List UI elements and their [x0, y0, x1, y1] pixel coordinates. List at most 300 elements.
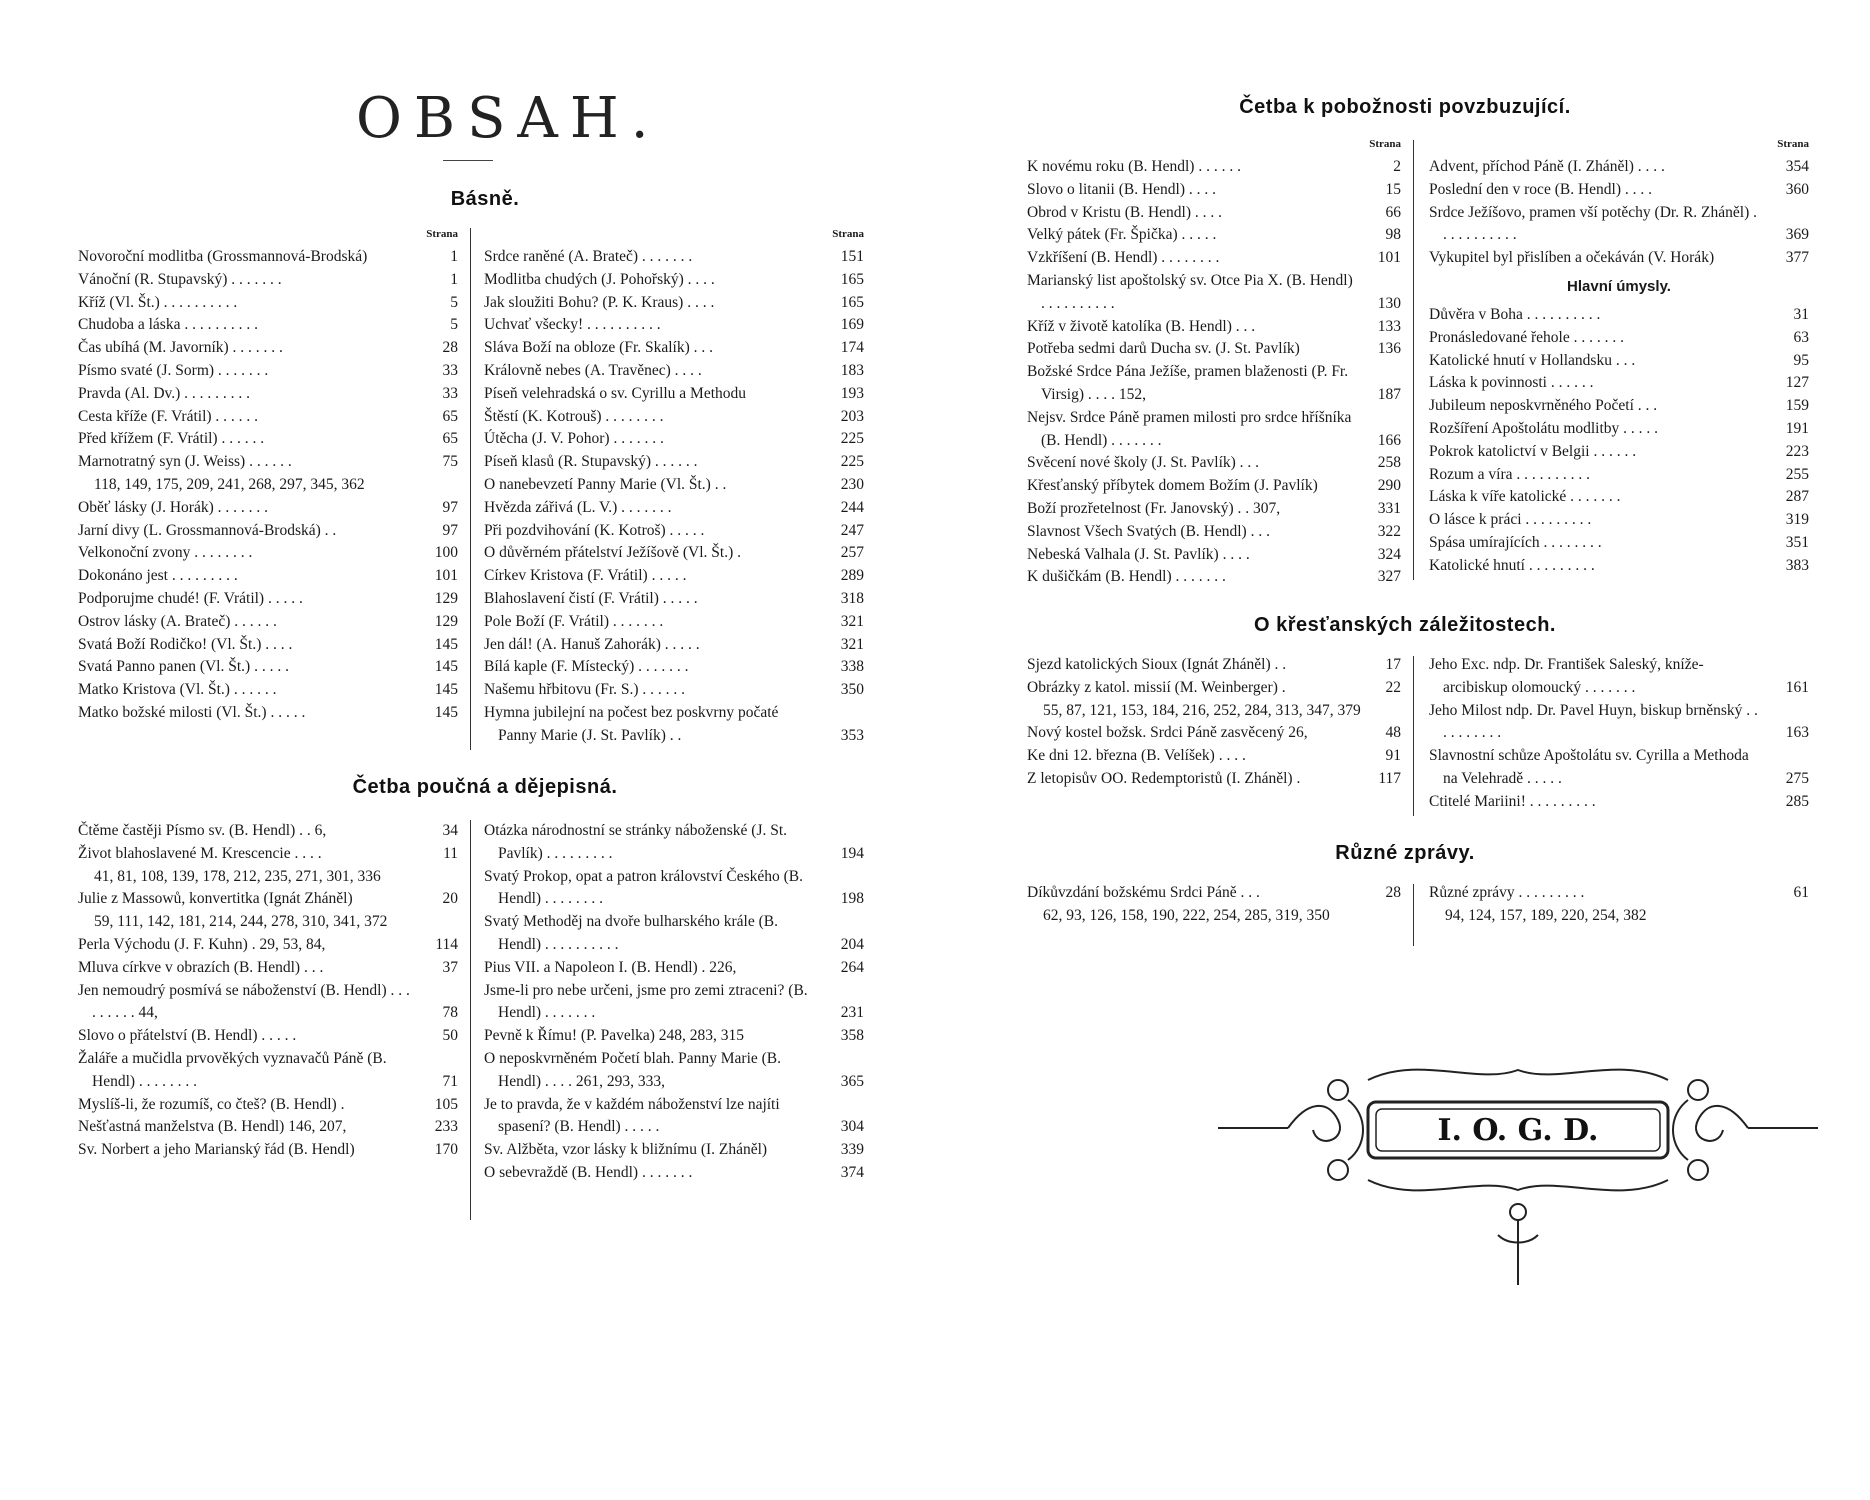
toc-entry-title: Vzkříšení (B. Hendl) . . . . . . . . [1027, 249, 1220, 267]
column-divider [1413, 884, 1414, 946]
strana-label: Strana [832, 228, 864, 240]
toc-entry [1429, 882, 1809, 905]
toc-entry [1429, 532, 1809, 555]
toc-entry [78, 1025, 458, 1048]
poucna-left-column [78, 820, 458, 1162]
page-title: OBSAH. [356, 86, 661, 151]
toc-entry-title: Ctitelé Mariini! . . . . . . . . . [1429, 792, 1596, 810]
toc-entry [78, 980, 458, 1026]
toc-entry-title: Kříž v životě katolíka (B. Hendl) . . . [1027, 317, 1256, 335]
toc-entry-title: Nový kostel božsk. Srdci Páně zasvěcený 26, [1027, 724, 1308, 742]
toc-entry-pages-continued: 55, 87, 121, 153, 184, 216, 252, 284, 313, 347, 379 [1043, 701, 1361, 719]
toc-entry [484, 292, 864, 315]
toc-entry-page: 247 [840, 521, 864, 539]
toc-entry-pages-continued: 94, 124, 157, 189, 220, 254, 382 [1445, 906, 1647, 924]
toc-entry [1027, 498, 1401, 521]
toc-entry-title: Oběť lásky (J. Horák) . . . . . . . [78, 498, 269, 516]
toc-entry-page: 353 [840, 726, 864, 744]
toc-entry [1027, 156, 1401, 179]
toc-entry-title: Čtěme častěji Písmo sv. (B. Hendl) . . 6, [78, 822, 327, 839]
toc-entry-page: 289 [840, 567, 864, 585]
toc-entry-page: 75 [442, 453, 458, 471]
toc-entry-page: 191 [1785, 419, 1809, 437]
toc-entry-page: 318 [840, 589, 864, 607]
toc-entry-title: Pronásledované řehole . . . . . . . [1429, 328, 1624, 346]
toc-entry-title: Důvěra v Boha . . . . . . . . . . [1429, 305, 1601, 323]
toc-entry [1027, 452, 1401, 475]
toc-entry-page: 101 [434, 567, 458, 585]
toc-entry-page: 304 [840, 1118, 864, 1136]
toc-entry-title: Svatý Prokop, opat a patron království Českého (B. Hendl) . . . . . . . . [484, 867, 803, 908]
toc-entry-page: 33 [442, 384, 458, 402]
toc-entry-title: Slovo o přátelství (B. Hendl) . . . . . [78, 1027, 297, 1045]
toc-entry-page: 165 [840, 270, 864, 288]
toc-entry-page: 290 [1377, 477, 1401, 495]
toc-entry-title: Bílá kaple (F. Místecký) . . . . . . . [484, 658, 689, 676]
toc-entry [484, 866, 864, 912]
toc-entry-title: Jeho Milost ndp. Dr. Pavel Huyn, biskup brněnský . . . . . . . . . . [1429, 701, 1758, 742]
toc-entry [484, 497, 864, 520]
toc-entry [484, 702, 864, 748]
toc-entry-title: Díkůvzdání božskému Srdci Páně . . . [1027, 884, 1260, 901]
toc-entry-title: Julie z Massowů, konvertitka (Ignát Zháněl) [78, 890, 353, 908]
toc-entry [484, 542, 864, 565]
zpravy-left-column [1027, 882, 1401, 928]
toc-entry-page: 159 [1785, 397, 1809, 415]
toc-entry-page: 183 [840, 361, 864, 379]
toc-entry-page: 97 [442, 498, 458, 516]
toc-entry [484, 1048, 864, 1094]
toc-entry-page: 161 [1785, 678, 1809, 696]
toc-entry [1429, 486, 1809, 509]
toc-entry-page: 1 [450, 248, 458, 265]
toc-entry [78, 702, 458, 725]
toc-entry-page: 61 [1793, 884, 1809, 901]
toc-entry-page: 377 [1785, 249, 1809, 267]
toc-entry-page: 166 [1377, 431, 1401, 449]
toc-entry-title: Ostrov lásky (A. Brateč) . . . . . . [78, 612, 277, 630]
toc-entry-title: Nejsv. Srdce Páně pramen milosti pro srdce hříšníka (B. Hendl) . . . . . . . [1027, 408, 1352, 449]
toc-entry [484, 820, 864, 866]
toc-entry [484, 1025, 864, 1048]
toc-entry-title: Žaláře a mučidla prvověkých vyznavačů Páně (B. Hendl) . . . . . . . . [78, 1049, 387, 1090]
toc-entry-title: K novému roku (B. Hendl) . . . . . . [1027, 158, 1241, 175]
toc-entry-page: 194 [840, 844, 864, 862]
toc-entry-title: Pole Boží (F. Vrátil) . . . . . . . [484, 612, 664, 630]
title-rule [443, 160, 493, 161]
toc-entry-page: 129 [434, 589, 458, 607]
krestanske-right-column [1429, 654, 1809, 814]
toc-entry-title: Sjezd katolických Sioux (Ignát Zháněl) . . [1027, 656, 1287, 673]
toc-entry [484, 269, 864, 292]
toc-entry-title: Písmo svaté (J. Sorm) . . . . . . . [78, 361, 269, 379]
toc-entry-title: Obrázky z katol. missií (M. Weinberger) . [1027, 678, 1286, 696]
toc-entry-page: 2 [1393, 158, 1401, 175]
toc-entry-title: Ke dni 12. března (B. Velíšek) . . . . [1027, 747, 1246, 765]
toc-entry [78, 360, 458, 383]
toc-entry [78, 406, 458, 429]
toc-entry-title: Píseň velehradská o sv. Cyrillu a Methodu [484, 384, 747, 402]
toc-entry [78, 679, 458, 702]
toc-entry-page: 66 [1385, 203, 1401, 221]
toc-entry-title: Sláva Boží na obloze (Fr. Skalík) . . . [484, 339, 714, 357]
toc-entry-title: Život blahoslavené M. Krescencie . . . . [78, 844, 322, 862]
toc-entry [78, 542, 458, 565]
toc-entry-title: O důvěrném přátelství Ježíšově (Vl. Št.) . [484, 544, 741, 562]
toc-entry-pages-continued: 118, 149, 175, 209, 241, 268, 297, 345, 362 [94, 475, 365, 493]
toc-entry-title: Hymna jubilejní na počest bez poskvrny počaté Panny Marie (J. St. Pavlík) . . [484, 703, 779, 744]
toc-entry-page: 324 [1377, 545, 1401, 563]
toc-entry-title: Slavnostní schůze Apoštolátu sv. Cyrilla a Methoda na Velehradě . . . . . [1429, 747, 1749, 787]
toc-entry-title: Novoroční modlitba (Grossmannová-Brodská) [78, 248, 368, 265]
toc-entry [1027, 475, 1401, 498]
toc-entry-page: 31 [1793, 305, 1809, 323]
toc-entry [78, 520, 458, 543]
toc-entry-page: 145 [434, 703, 458, 721]
toc-entry [484, 588, 864, 611]
toc-entry-title: O neposkvrněném Početí blah. Panny Marie (B. Hendl) . . . . 261, 293, 333, [484, 1049, 782, 1090]
toc-entry-title: Slavnost Všech Svatých (B. Hendl) . . . [1027, 522, 1270, 540]
toc-entry-page: 130 [1377, 294, 1401, 312]
toc-entry [78, 246, 458, 269]
toc-entry-page: 15 [1385, 180, 1401, 198]
toc-entry-title: Jak sloužiti Bohu? (P. K. Kraus) . . . . [484, 293, 715, 311]
toc-entry [1429, 464, 1809, 487]
toc-entry-page: 187 [1377, 385, 1401, 403]
toc-entry-title: Láska k víře katolické . . . . . . . [1429, 488, 1621, 506]
toc-entry-page: 383 [1785, 556, 1809, 574]
toc-entry-page: 117 [1378, 769, 1401, 787]
toc-entry-page: 5 [450, 316, 458, 334]
toc-entry-title: Boží prozřetelnost (Fr. Janovský) . . 307, [1027, 499, 1281, 517]
toc-entry-title: Jeho Exc. ndp. Dr. František Saleský, kníže-arcibiskup olomoucký . . . . . . . [1429, 656, 1704, 696]
toc-entry-title: Velký pátek (Fr. Špička) . . . . . [1027, 226, 1217, 244]
toc-entry-page: 233 [434, 1118, 458, 1136]
heading-poucna: Četba poučná a dějepisná. [352, 776, 618, 798]
toc-entry-title: Z letopisův OO. Redemptoristů (I. Zháněl) . [1027, 769, 1301, 787]
toc-entry [484, 246, 864, 269]
toc-entry-title: Mluva církve v obrazích (B. Hendl) . . . [78, 958, 324, 976]
toc-entry-page: 114 [435, 935, 458, 953]
pobozna-right-column [1429, 138, 1809, 578]
toc-entry-page: 169 [840, 316, 864, 334]
toc-entry [78, 1048, 458, 1094]
toc-entry-title: Čas ubíhá (M. Javorník) . . . . . . . [78, 339, 283, 357]
toc-entry [484, 957, 864, 980]
toc-entry-title: O sebevraždě (B. Hendl) . . . . . . . [484, 1163, 693, 1181]
toc-entry-title: Perla Východu (J. F. Kuhn) . 29, 53, 84, [78, 935, 326, 953]
basne-right-column [484, 228, 864, 748]
toc-entry [78, 292, 458, 315]
toc-entry [1429, 418, 1809, 441]
toc-entry-page: 151 [840, 248, 864, 265]
toc-entry-page: 165 [840, 293, 864, 311]
toc-entry [484, 337, 864, 360]
toc-entry-pages-continued: 59, 111, 142, 181, 214, 244, 278, 310, 341, 372 [94, 913, 388, 931]
toc-entry [1429, 654, 1809, 700]
toc-entry-page: 33 [442, 361, 458, 379]
toc-entry [484, 611, 864, 634]
toc-entry [78, 820, 458, 843]
toc-entry-page: 170 [434, 1141, 458, 1159]
toc-entry-page: 17 [1385, 656, 1401, 673]
toc-entry-page: 20 [442, 890, 458, 908]
toc-entry [1027, 745, 1401, 768]
toc-entry-page: 203 [840, 407, 864, 425]
toc-entry-page: 174 [840, 339, 864, 357]
toc-entry-title: Pevně k Římu! (P. Pavelka) 248, 283, 315 [484, 1027, 745, 1045]
toc-entry-title: Podporujme chudé! (F. Vrátil) . . . . . [78, 589, 303, 607]
toc-entry-title: Pius VII. a Napoleon I. (B. Hendl) . 226, [484, 958, 737, 976]
toc-entry [1429, 247, 1809, 270]
toc-entry [484, 634, 864, 657]
heading-pobozna: Četba k pobožnosti povzbuzující. [1239, 96, 1571, 118]
heading-basne: Básně. [450, 188, 520, 210]
toc-entry-page: 327 [1377, 568, 1401, 586]
toc-entry [1027, 179, 1401, 202]
toc-entry-page: 71 [442, 1072, 458, 1090]
toc-entry [1027, 270, 1401, 316]
toc-entry-title: K dušičkám (B. Hendl) . . . . . . . [1027, 568, 1226, 586]
toc-entry [1429, 304, 1809, 327]
toc-entry [1429, 179, 1809, 202]
toc-entry-page: 65 [442, 407, 458, 425]
toc-entry-page: 322 [1377, 522, 1401, 540]
toc-entry [1027, 544, 1401, 567]
toc-entry-page: 145 [434, 658, 458, 676]
toc-entry [78, 337, 458, 360]
toc-entry [484, 980, 864, 1026]
toc-entry [484, 565, 864, 588]
toc-entry-page: 230 [840, 475, 864, 493]
toc-entry-title: Velkonoční zvony . . . . . . . . [78, 544, 253, 562]
heading-umysly: Hlavní úmysly. [1567, 277, 1671, 295]
toc-entry [484, 314, 864, 337]
toc-entry-page: 338 [840, 658, 864, 676]
toc-entry-title: Při pozdvihování (K. Kotroš) . . . . . [484, 521, 705, 539]
toc-entry-page: 369 [1785, 226, 1809, 244]
toc-entry-page: 95 [1793, 351, 1809, 369]
toc-entry-page: 287 [1785, 488, 1809, 506]
toc-entry-title: Srdce Ježíšovo, pramen vší potěchy (Dr. R. Zháněl) . . . . . . . . . . . [1429, 203, 1757, 244]
strana-label: Strana [1777, 138, 1809, 150]
toc-entry-page: 37 [442, 958, 458, 976]
toc-entry-page: 285 [1785, 792, 1809, 810]
toc-entry-title: Cesta kříže (F. Vrátil) . . . . . . [78, 407, 259, 425]
toc-entry-page: 275 [1785, 769, 1809, 787]
toc-entry-page: 258 [1377, 454, 1401, 472]
toc-entry-title: Marnotratný syn (J. Weiss) . . . . . . [78, 453, 292, 471]
column-divider [470, 820, 471, 1220]
toc-entry [1027, 316, 1401, 339]
zpravy-right-column [1429, 882, 1809, 928]
strana-label: Strana [1369, 138, 1401, 150]
toc-entry-title: Před křížem (F. Vrátil) . . . . . . [78, 430, 265, 448]
toc-entry-page: 129 [434, 612, 458, 630]
toc-entry [78, 428, 458, 451]
toc-entry [1027, 654, 1401, 677]
toc-entry [1429, 372, 1809, 395]
toc-entry-title: Jen nemoudrý posmívá se náboženství (B. Hendl) . . . . . . . . . 44, [78, 981, 410, 1022]
toc-entry-title: Našemu hřbitovu (Fr. S.) . . . . . . [484, 681, 686, 699]
toc-entry-title: Spása umírajících . . . . . . . . [1429, 533, 1602, 551]
toc-entry [484, 360, 864, 383]
toc-entry-title: Jsme-li pro nebe určeni, jsme pro zemi ztraceni? (B. Hendl) . . . . . . . [484, 981, 808, 1022]
toc-entry-title: Církev Kristova (F. Vrátil) . . . . . [484, 567, 687, 585]
toc-entry [78, 656, 458, 679]
toc-entry-title: Rozum a víra . . . . . . . . . . [1429, 465, 1591, 483]
toc-entry-page: 350 [840, 681, 864, 699]
toc-entry-page: 198 [840, 890, 864, 908]
toc-entry-page: 354 [1785, 158, 1809, 175]
toc-entry [1027, 202, 1401, 225]
toc-entry-title: Vykupitel byl přislíben a očekáván (V. Horák) [1429, 249, 1715, 267]
toc-entry-page: 360 [1785, 180, 1809, 198]
toc-entry-page: 204 [840, 935, 864, 953]
toc-entry-page: 223 [1785, 442, 1809, 460]
toc-entry-title: Svatý Methoděj na dvoře bulharského krále (B. Hendl) . . . . . . . . . . [484, 913, 778, 953]
toc-entry [1429, 441, 1809, 464]
toc-entry-page: 321 [840, 635, 864, 653]
toc-entry [484, 911, 864, 957]
toc-entry [78, 497, 458, 520]
toc-entry-page: 63 [1793, 328, 1809, 346]
toc-entry [1027, 521, 1401, 544]
toc-entry-title: Poslední den v roce (B. Hendl) . . . . [1429, 180, 1652, 198]
toc-entry [1027, 768, 1401, 791]
toc-entry-pages-continued: 62, 93, 126, 158, 190, 222, 254, 285, 319, 350 [1043, 906, 1330, 924]
toc-entry [1429, 745, 1809, 791]
toc-entry [1429, 509, 1809, 532]
toc-entry-title: Vánoční (R. Stupavský) . . . . . . . [78, 270, 282, 288]
toc-entry [1027, 247, 1401, 270]
toc-entry-title: Nešťastná manželstva (B. Hendl) 146, 207, [78, 1118, 347, 1136]
toc-entry-title: Nebeská Valhala (J. St. Pavlík) . . . . [1027, 545, 1250, 563]
strana-label: Strana [426, 228, 458, 240]
ornament-text: I. O. G. D. [1437, 1113, 1599, 1148]
toc-entry-title: O nanebevzetí Panny Marie (Vl. Št.) . . [484, 475, 727, 493]
toc-entry-page: 28 [1385, 884, 1401, 901]
krestanske-left-column [1027, 654, 1401, 791]
toc-entry-title: Potřeba sedmi darů Ducha sv. (J. St. Pavlík) [1027, 340, 1300, 358]
toc-entry [484, 428, 864, 451]
toc-entry [1027, 224, 1401, 247]
toc-entry-page: 321 [840, 612, 864, 630]
basne-left-column [78, 228, 458, 725]
toc-entry [78, 1139, 458, 1162]
toc-entry [78, 1116, 458, 1139]
toc-entry [484, 474, 864, 497]
toc-entry [78, 314, 458, 337]
column-divider [1413, 656, 1414, 816]
toc-entry-page: 225 [840, 453, 864, 471]
toc-entry-title: Matko Kristova (Vl. Št.) . . . . . . [78, 681, 277, 699]
toc-entry-page: 28 [442, 339, 458, 357]
toc-entry-title: Chudoba a láska . . . . . . . . . . [78, 316, 258, 334]
toc-entry-pages-continued: 41, 81, 108, 139, 178, 212, 235, 271, 301, 336 [94, 867, 381, 885]
toc-entry-title: Rozšíření Apoštolátu modlitby . . . . . [1429, 419, 1659, 437]
toc-entry-title: Jarní divy (L. Grossmannová-Brodská) . . [78, 521, 337, 539]
toc-entry-page: 78 [442, 1004, 458, 1022]
toc-entry [484, 406, 864, 429]
toc-entry [78, 611, 458, 634]
toc-entry-title: Matko božské milosti (Vl. Št.) . . . . . [78, 703, 306, 721]
toc-entry [1429, 202, 1809, 248]
toc-entry [1027, 361, 1401, 407]
toc-entry [484, 656, 864, 679]
toc-entry [78, 565, 458, 588]
toc-entry-page: 145 [434, 681, 458, 699]
toc-entry-page: 264 [840, 958, 864, 976]
poucna-right-column [484, 820, 864, 1185]
toc-entry [78, 383, 458, 406]
toc-entry-page: 11 [443, 844, 458, 862]
toc-entry-page: 101 [1377, 249, 1401, 267]
toc-entry-title: Srdce raněné (A. Brateč) . . . . . . . [484, 248, 693, 265]
toc-entry-title: Sv. Alžběta, vzor lásky k bližnímu (I. Zháněl) [484, 1141, 768, 1159]
toc-entry-title: Dokonáno jest . . . . . . . . . [78, 567, 238, 585]
toc-entry [78, 634, 458, 657]
toc-entry-title: Křesťanský příbytek domem Božím (J. Pavlík) [1027, 477, 1318, 495]
toc-entry-page: 105 [434, 1095, 458, 1113]
toc-entry-title: Myslíš-li, že rozumíš, co čteš? (B. Hendl) . [78, 1095, 345, 1113]
toc-entry [1027, 722, 1401, 745]
toc-entry-page: 244 [840, 498, 864, 516]
toc-entry [1027, 407, 1401, 453]
toc-entry [78, 1094, 458, 1117]
column-divider [1413, 140, 1414, 580]
toc-entry-title: Královně nebes (A. Travěnec) . . . . [484, 361, 702, 379]
toc-entry [1429, 395, 1809, 418]
toc-entry-page: 163 [1785, 724, 1809, 742]
toc-entry-title: Svatá Panno panen (Vl. Št.) . . . . . [78, 658, 289, 676]
toc-entry-title: Uchvať všecky! . . . . . . . . . . [484, 316, 661, 334]
toc-entry-title: Je to pravda, že v každém náboženství lze najíti spasení? (B. Hendl) . . . . . [484, 1095, 780, 1136]
toc-entry [1027, 882, 1401, 905]
toc-entry-page: 231 [840, 1004, 864, 1022]
toc-entry-title: Božské Srdce Pána Ježíše, pramen blaženosti (P. Fr. Virsig) . . . . 152, [1027, 363, 1349, 403]
toc-entry [1429, 350, 1809, 373]
toc-entry-title: Jubileum neposkvrněného Početí . . . [1429, 397, 1658, 415]
toc-entry [78, 934, 458, 957]
toc-entry [484, 520, 864, 543]
toc-entry-page: 145 [434, 635, 458, 653]
toc-entry-title: Jen dál! (A. Hanuš Zahorák) . . . . . [484, 635, 700, 653]
toc-entry [484, 1162, 864, 1185]
toc-entry-page: 358 [840, 1027, 864, 1045]
toc-entry [1429, 555, 1809, 578]
toc-entry-title: Advent, příchod Páně (I. Zháněl) . . . . [1429, 158, 1665, 175]
toc-entry [1027, 566, 1401, 589]
toc-entry-page: 5 [450, 293, 458, 311]
toc-entry-page: 225 [840, 430, 864, 448]
toc-entry-title: Blahoslavení čistí (F. Vrátil) . . . . . [484, 589, 698, 607]
toc-entry [484, 679, 864, 702]
toc-entry-title: Svatá Boží Rodičko! (Vl. Št.) . . . . [78, 635, 293, 653]
toc-entry-page: 365 [840, 1072, 864, 1090]
toc-entry [1429, 156, 1809, 179]
pobozna-left-column [1027, 138, 1401, 589]
toc-entry [484, 383, 864, 406]
column-divider [470, 228, 471, 750]
toc-entry-title: Modlitba chudých (J. Pohořský) . . . . [484, 270, 715, 288]
toc-entry [484, 1139, 864, 1162]
toc-entry-page: 331 [1377, 499, 1401, 517]
toc-entry [78, 588, 458, 611]
toc-entry-page: 127 [1785, 374, 1809, 392]
toc-entry-title: Píseň klasů (R. Stupavský) . . . . . . [484, 453, 698, 471]
toc-entry [1027, 677, 1401, 700]
